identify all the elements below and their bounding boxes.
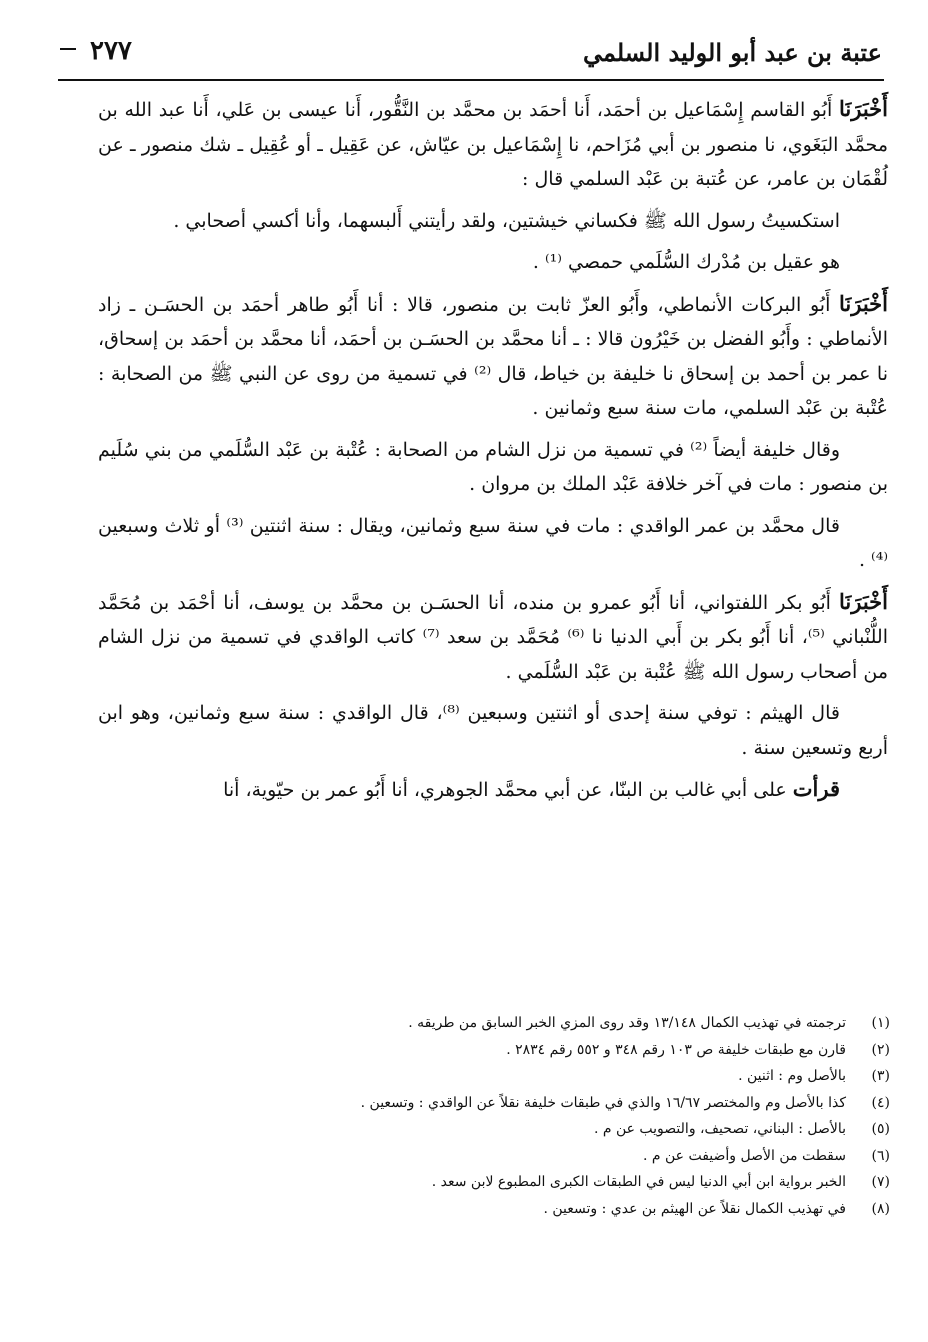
main-text bbox=[98, 92, 888, 815]
header-dash bbox=[60, 48, 76, 50]
footnote-text: بالأصل : البناني، تصحيف، والتصويب عن م . bbox=[593, 1121, 846, 1137]
footnote-number: (٨) bbox=[871, 1200, 890, 1217]
header-rule bbox=[58, 79, 884, 81]
footnote-4 bbox=[150, 1090, 890, 1117]
page-number: ٢٧٧ bbox=[90, 36, 132, 66]
paragraph-7 bbox=[98, 585, 888, 690]
page-header bbox=[62, 30, 882, 74]
paragraph-lead: أَخْبَرَنَا bbox=[839, 588, 888, 614]
paragraph-lead: أَخْبَرَنَا bbox=[839, 96, 888, 121]
footnote-text: في تهذيب الكمال نقلاً عن الهيثم بن عدي : وتسعين . bbox=[543, 1200, 846, 1217]
footnote-7 bbox=[150, 1169, 890, 1196]
footnote-number: (٦) bbox=[871, 1147, 890, 1164]
paragraph-2 bbox=[98, 204, 888, 239]
footnote-text: سقطت من الأصل وأضيفت عن م . bbox=[643, 1147, 846, 1164]
footnote-text: الخبر برواية ابن أبي الدنيا ليس في الطبقات الكبرى المطبوع لابن سعد . bbox=[431, 1174, 846, 1190]
paragraph-9 bbox=[98, 772, 888, 808]
paragraph-text: أَبُو القاسم إِسْمَاعيل بن أحمَد، أَنا أحمَد بن محمَّد بن النَّقُّور، أَنا عيسى بن عَلي، أَنا عبد الله بن محمَّد البَغَوي، نا منصور بن أبي مُزَاحم، نا إِسْمَاعيل بن عيّاش، عن عَقِيل ـ أو عُقِيل ـ شك منصور ـ عن لُقْمَان بن عامر، عن عُتبة بن عَبْد السلمي قال : bbox=[98, 99, 888, 190]
paragraph-text: وقال خليفة أيضاً ⁽²⁾ في تسمية من نزل الشام من الصحابة : عُتْبة بن عَبْد السُّلَمي من بني سُلَيم بن منصور : مات في آخر خلافة عَبْد الملك بن مروان . bbox=[98, 438, 888, 495]
footnote-text: ترجمته في تهذيب الكمال ١٣/١٤٨ وقد روى المزي الخبر السابق من طريقه . bbox=[408, 1015, 846, 1031]
footnote-text: كذا بالأصل وم والمختصر ١٦/٦٧ والذي في طبقات خليفة نقلاً عن الواقدي : وتسعين . bbox=[360, 1094, 846, 1111]
paragraph-1 bbox=[98, 92, 888, 197]
paragraph-text: استكسيتُ رسول الله ﷺ فكساني خيشتين، ولقد رأيتني أَلبسهما، وأنا أكسي أصحابي . bbox=[173, 209, 840, 232]
footnote-text: بالأصل وم : اثنين . bbox=[738, 1068, 846, 1084]
footnote-number: (٢) bbox=[871, 1041, 890, 1058]
paragraph-5 bbox=[98, 433, 888, 502]
paragraph-text: على أبي غالب بن البنّا، عن أبي محمَّد الجوهري، أنا أَبُو عمر بن حيّوية، أنا bbox=[223, 779, 793, 801]
footnote-number: (٤) bbox=[871, 1094, 890, 1111]
footnote-3 bbox=[150, 1063, 890, 1090]
footnote-text: قارن مع طبقات خليفة ص ١٠٣ رقم ٣٤٨ و ٥٥٢ رقم ٢٨٣٤ . bbox=[506, 1041, 846, 1058]
paragraph-3 bbox=[98, 245, 888, 280]
footnote-1 bbox=[150, 1010, 890, 1037]
paragraph-lead: قرأت bbox=[792, 776, 840, 801]
footnote-6 bbox=[150, 1143, 890, 1170]
paragraph-text: قال محمَّد بن عمر الواقدي : مات في سنة سبع وثمانين، ويقال : سنة اثنتين ⁽³⁾ أو ثلاث وسبعين ⁽⁴⁾ . bbox=[98, 514, 888, 571]
paragraph-8 bbox=[98, 696, 888, 765]
paragraph-text: أَبُو البركات الأنماطي، وأَبُو العزّ ثابت بن منصور، قالا : أنا أَبُو طاهر أحمَد بن الحسَـن ـ زاد الأنماطي : وأَبُو الفضل بن خَيْرُون قالا : ـ أنا محمَّد بن الحسَـن بن أحمَد، أنا محمَّد بن أحمَد بن إسحاق، نا عمر بن أحمد بن إسحاق نا خليفة بن خياط، قال ⁽²⁾ في تسمية من روى عن النبي ﷺ من الصحابة : عُتْبة بن عَبْد السلمي، مات سنة سبع وثمانين . bbox=[98, 293, 888, 419]
footnote-8 bbox=[150, 1196, 890, 1223]
paragraph-lead: أَخْبَرَنَا bbox=[839, 290, 888, 316]
footnote-5 bbox=[150, 1116, 890, 1143]
running-title: عتبة بن عبد أبو الوليد السلمي bbox=[582, 38, 882, 67]
paragraph-4 bbox=[98, 287, 888, 426]
footnote-number: (٣) bbox=[871, 1068, 890, 1084]
footnote-number: (٧) bbox=[871, 1174, 890, 1190]
footnote-2 bbox=[150, 1037, 890, 1064]
paragraph-text: هو عقيل بن مُدْرك السُّلَمي حمصي ⁽¹⁾ . bbox=[532, 251, 840, 273]
footnotes bbox=[150, 1010, 890, 1222]
footnote-number: (٥) bbox=[871, 1121, 890, 1137]
paragraph-6 bbox=[98, 509, 888, 578]
paragraph-text: قال الهيثم : توفي سنة إحدى أو اثنتين وسبعين ⁽⁸⁾، قال الواقدي : سنة سبع وثمانين، وهو ابن أربع وتسعين سنة . bbox=[98, 702, 888, 759]
footnote-number: (١) bbox=[871, 1015, 890, 1031]
paragraph-text: أَبُو بكر اللفتواني، أنا أَبُو عمرو بن منده، أنا الحسَـن بن محمَّد بن يوسف، أنا أحْمَد بن مُحَمَّد اللُّنْباني ⁽⁵⁾، أنا أَبُو بكر بن أَبي الدنيا نا ⁽⁶⁾ مُحَمَّد بن سعد ⁽⁷⁾ كاتب الواقدي في تسمية من نزل الشام من أصحاب رسول الله ﷺ عُتْبة بن عَبْد السُّلَمي . bbox=[98, 591, 888, 683]
